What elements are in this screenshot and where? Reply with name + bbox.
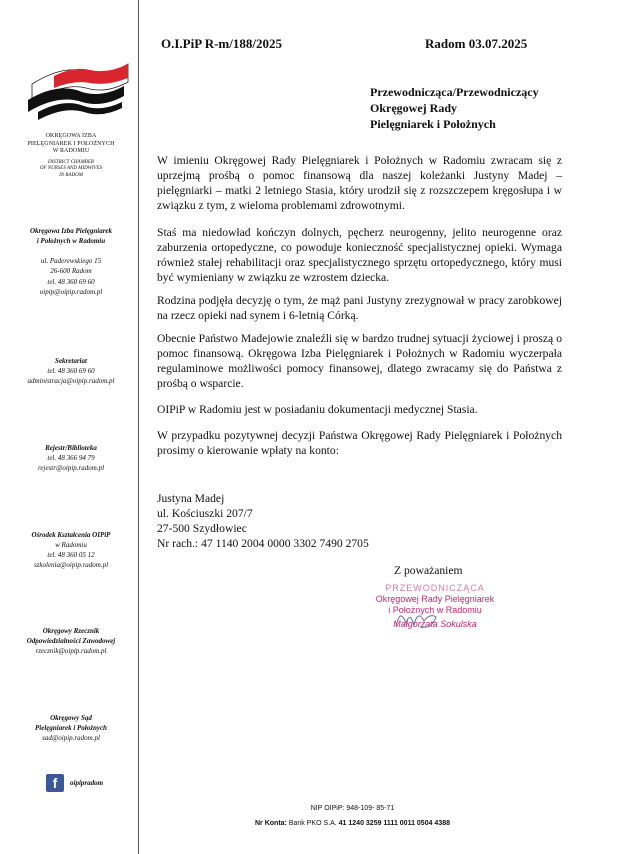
org-name-line: PIELĘGNIAREK I POŁOŻNYCH (27, 140, 115, 147)
sidebar-ombudsman (10, 626, 132, 656)
footer-bank-account (200, 820, 505, 827)
bank-account-number: 41 1240 3259 1111 0011 0504 4388 (338, 820, 450, 827)
org-name-en (10, 160, 132, 179)
facebook-handle[interactable]: oipipradom (70, 779, 104, 787)
body-paragraph-2 (157, 225, 562, 285)
contact-title: Okręgowy Sąd (50, 714, 92, 722)
reference-number: O.I.PiP R-m/188/2025 (161, 36, 282, 51)
contact-email[interactable]: administracja@oipip.radom.pl (27, 377, 115, 386)
org-name-pl (10, 133, 132, 156)
body-paragraph-6 (157, 428, 562, 458)
contact-street: ul. Paderewskiego 15 (40, 257, 102, 266)
body-paragraph-3 (157, 293, 562, 323)
footer-nip: NIP OIPiP: 948-109- 85-71 (310, 805, 395, 812)
paragraph-text: Rodzina podjęła decyzję o tym, że mąż pani Justyny zrezygnował w pracy zarobkowej na rzecz opieki nad synem i 6-letnią Córką. (157, 294, 562, 322)
contact-phone: tel. 48 360 69 60 (47, 367, 95, 376)
contact-title: Pielęgniarek i Położnych (35, 724, 107, 733)
recipient-block (370, 84, 539, 132)
facebook-icon[interactable]: f (46, 774, 64, 792)
closing-salutation: Z poważaniem (394, 564, 463, 577)
sidebar-training-center (10, 530, 132, 571)
contact-email[interactable]: szkolenia@oipip.radom.pl (33, 561, 109, 570)
contact-email[interactable]: sad@oipip.radom.pl (42, 734, 100, 743)
place-date: Radom 03.07.2025 (425, 36, 528, 51)
paragraph-text: W imieniu Okręgowej Rady Pielęgniarek i Położnych w Radomiu zwracam się z uprzejmą prośbą o pomoc finansową dla naszej koleżanki Justyny Madej – pielęgniarki – matki 2 letniego Stasia, który urodził się z rozszczepem kręgosłupa i w związku z tym, z wieloma problemami zdrowotnymi. (157, 154, 562, 212)
sidebar-court (10, 713, 132, 743)
bank-name: Bank PKO S.A. (288, 820, 337, 827)
contact-title: Sekretariat (55, 357, 87, 365)
paragraph-text: Staś ma niedowład kończyn dolnych, pęcherz neurogenny, jelito neurogenne oraz zaburzenia ortopedyczne, co powoduje konieczność specjalistycznej opieki. Wymaga również stałej rehabilitacji oraz specjalistycznego sprzętu ortopedycznego, który musi być wymieniany w związku ze wzrostem dziecka. (157, 226, 562, 284)
org-name-en-line: IN RADOM (59, 172, 83, 178)
account-holder: Justyna Madej (157, 492, 225, 505)
sidebar-registry (10, 443, 132, 473)
org-name-line: OKRĘGOWA IZBA (45, 133, 97, 139)
paragraph-text: OIPiP w Radomiu jest w posiadaniu dokumentacji medycznej Stasia. (157, 403, 478, 416)
bank-label: Nr Konta: (255, 820, 287, 827)
bank-account-details (157, 491, 369, 551)
contact-title: Odpowiedzialności Zawodowej (26, 637, 116, 646)
stamp-title: PRZEWODNICZĄCA (385, 583, 485, 593)
sidebar-divider (138, 0, 139, 854)
contact-phone: tel. 48 360 05 12 (47, 551, 95, 560)
body-paragraph-4 (157, 331, 562, 391)
sidebar-secretariat (10, 356, 132, 386)
contact-email[interactable]: oipip@oipip.radom.pl (39, 287, 103, 296)
contact-phone: tel. 48 360 69 60 (47, 277, 95, 286)
stamp-line: Okręgowej Rady Pielęgniarek (375, 594, 495, 604)
contact-title: Okręgowa Izba Pielęgniarek (29, 227, 113, 235)
stamp-line: i Położnych w Radomiu (388, 605, 482, 615)
contact-title: Okręgowy Rzecznik (42, 627, 100, 635)
paragraph-text: W przypadku pozytywnej decyzji Państwa Okręgowej Rady Pielęgniarek i Położnych prosimy o kierowanie wpłaty na konto: (157, 429, 562, 457)
contact-subtitle: w Radomiu (55, 541, 87, 550)
body-paragraph-5 (157, 402, 562, 417)
chamber-logo-flag-icon (24, 56, 134, 128)
contact-email[interactable]: rzecznik@oipip.radom.pl (35, 647, 107, 656)
account-number: Nr rach.: 47 1140 2004 0000 3302 7490 2705 (157, 537, 369, 550)
org-name-en-line: OF NURSES AND MIDWIVES (39, 166, 103, 172)
contact-title: Rejestr/Biblioteka (45, 444, 97, 452)
contact-title: i Położnych w Radomiu (36, 237, 106, 246)
org-name-en-line: DISTRICT CHAMBER (48, 160, 94, 165)
account-city: 27-500 Szydłowiec (157, 522, 247, 535)
contact-phone: tel. 48 366 94 79 (47, 454, 95, 463)
signature-icon (392, 603, 442, 633)
paragraph-text: Obecnie Państwo Madejowie znaleźli się w bardzo trudnej sytuacji życiowej i proszą o pomoc finansową. Okręgowa Izba Pielęgniarek i Położnych w Radomiu wyczerpała regulaminowe możliwości pomocy finansowej, dlatego zwracamy się do Państwa z prośbą o wsparcie. (157, 332, 562, 390)
contact-title: Ośrodek Kształcenia OIPiP (31, 531, 111, 539)
contact-email[interactable]: rejestr@oipip.radom.pl (37, 464, 105, 473)
account-street: ul. Kościuszki 207/7 (157, 507, 253, 520)
org-name-line: W RADOMIU (52, 148, 90, 154)
recipient-line: Okręgowej Rady (370, 101, 457, 115)
sidebar-main-contact (10, 226, 132, 297)
recipient-line: Przewodnicząca/Przewodniczący (370, 85, 539, 99)
recipient-line: Pielęgniarek i Położnych (370, 117, 496, 131)
stamp-signatory: Małgorzata Sokulska (393, 619, 477, 629)
contact-city: 26-600 Radom (50, 267, 92, 276)
body-paragraph-1 (157, 153, 562, 213)
